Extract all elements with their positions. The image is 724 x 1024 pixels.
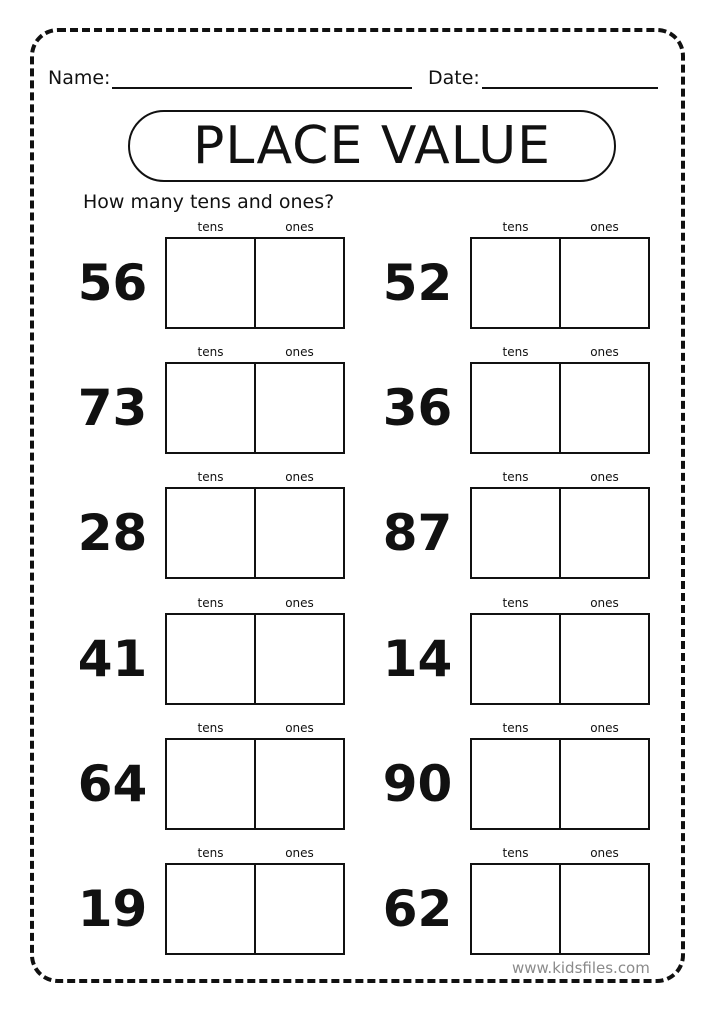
tens-label: tens	[502, 220, 529, 234]
ones-label: ones	[285, 721, 314, 735]
date-label: Date:	[428, 67, 480, 89]
problem-item	[65, 470, 365, 580]
tens-answer-box[interactable]	[470, 362, 561, 454]
ones-answer-box[interactable]	[559, 863, 650, 955]
problem-number: 19	[77, 880, 148, 938]
problem-number: 41	[77, 630, 148, 688]
tens-answer-box[interactable]	[165, 487, 256, 579]
tens-label: tens	[197, 721, 224, 735]
tens-label: tens	[502, 470, 529, 484]
instruction-text: How many tens and ones?	[83, 191, 335, 213]
ones-answer-box[interactable]	[254, 613, 345, 705]
problem-item	[370, 470, 670, 580]
ones-label: ones	[285, 220, 314, 234]
problem-item	[65, 220, 365, 330]
tens-answer-box[interactable]	[470, 487, 561, 579]
tens-answer-box[interactable]	[470, 738, 561, 830]
problem-item	[370, 846, 670, 956]
ones-answer-box[interactable]	[254, 487, 345, 579]
tens-answer-box[interactable]	[470, 863, 561, 955]
problem-number: 90	[382, 755, 453, 813]
tens-answer-box[interactable]	[470, 237, 561, 329]
name-line[interactable]	[112, 87, 412, 89]
problem-item	[65, 721, 365, 831]
date-line[interactable]	[482, 87, 658, 89]
ones-label: ones	[285, 345, 314, 359]
ones-answer-box[interactable]	[559, 738, 650, 830]
ones-label: ones	[590, 846, 619, 860]
problem-number: 52	[382, 254, 453, 312]
ones-label: ones	[285, 846, 314, 860]
tens-answer-box[interactable]	[165, 237, 256, 329]
ones-answer-box[interactable]	[559, 613, 650, 705]
problem-number: 64	[77, 755, 148, 813]
ones-answer-box[interactable]	[254, 863, 345, 955]
problem-item	[370, 220, 670, 330]
problem-item	[370, 721, 670, 831]
problem-number: 56	[77, 254, 148, 312]
tens-label: tens	[197, 846, 224, 860]
worksheet-title	[128, 110, 616, 182]
ones-answer-box[interactable]	[254, 237, 345, 329]
tens-label: tens	[197, 345, 224, 359]
tens-answer-box[interactable]	[165, 863, 256, 955]
tens-label: tens	[502, 846, 529, 860]
ones-answer-box[interactable]	[254, 362, 345, 454]
tens-label: tens	[197, 596, 224, 610]
name-label: Name:	[48, 67, 111, 89]
ones-answer-box[interactable]	[559, 362, 650, 454]
ones-label: ones	[590, 220, 619, 234]
ones-label: ones	[285, 470, 314, 484]
tens-label: tens	[197, 220, 224, 234]
worksheet-title-text: PLACE VALUE	[193, 116, 551, 176]
problem-item	[65, 345, 365, 455]
ones-answer-box[interactable]	[559, 487, 650, 579]
problem-item	[370, 596, 670, 706]
problem-number: 62	[382, 880, 453, 938]
problem-number: 73	[77, 379, 148, 437]
ones-label: ones	[590, 345, 619, 359]
ones-label: ones	[285, 596, 314, 610]
tens-answer-box[interactable]	[165, 613, 256, 705]
ones-label: ones	[590, 721, 619, 735]
problem-item	[370, 345, 670, 455]
tens-answer-box[interactable]	[165, 738, 256, 830]
tens-label: tens	[502, 345, 529, 359]
problem-item	[65, 846, 365, 956]
problem-number: 28	[77, 504, 148, 562]
tens-answer-box[interactable]	[165, 362, 256, 454]
problem-number: 87	[382, 504, 453, 562]
problem-number: 36	[382, 379, 453, 437]
tens-answer-box[interactable]	[470, 613, 561, 705]
problem-item	[65, 596, 365, 706]
problem-number: 14	[382, 630, 453, 688]
footer-website: www.kidsfiles.com	[512, 959, 650, 977]
tens-label: tens	[502, 596, 529, 610]
ones-answer-box[interactable]	[254, 738, 345, 830]
tens-label: tens	[197, 470, 224, 484]
tens-label: tens	[502, 721, 529, 735]
ones-label: ones	[590, 470, 619, 484]
ones-answer-box[interactable]	[559, 237, 650, 329]
ones-label: ones	[590, 596, 619, 610]
